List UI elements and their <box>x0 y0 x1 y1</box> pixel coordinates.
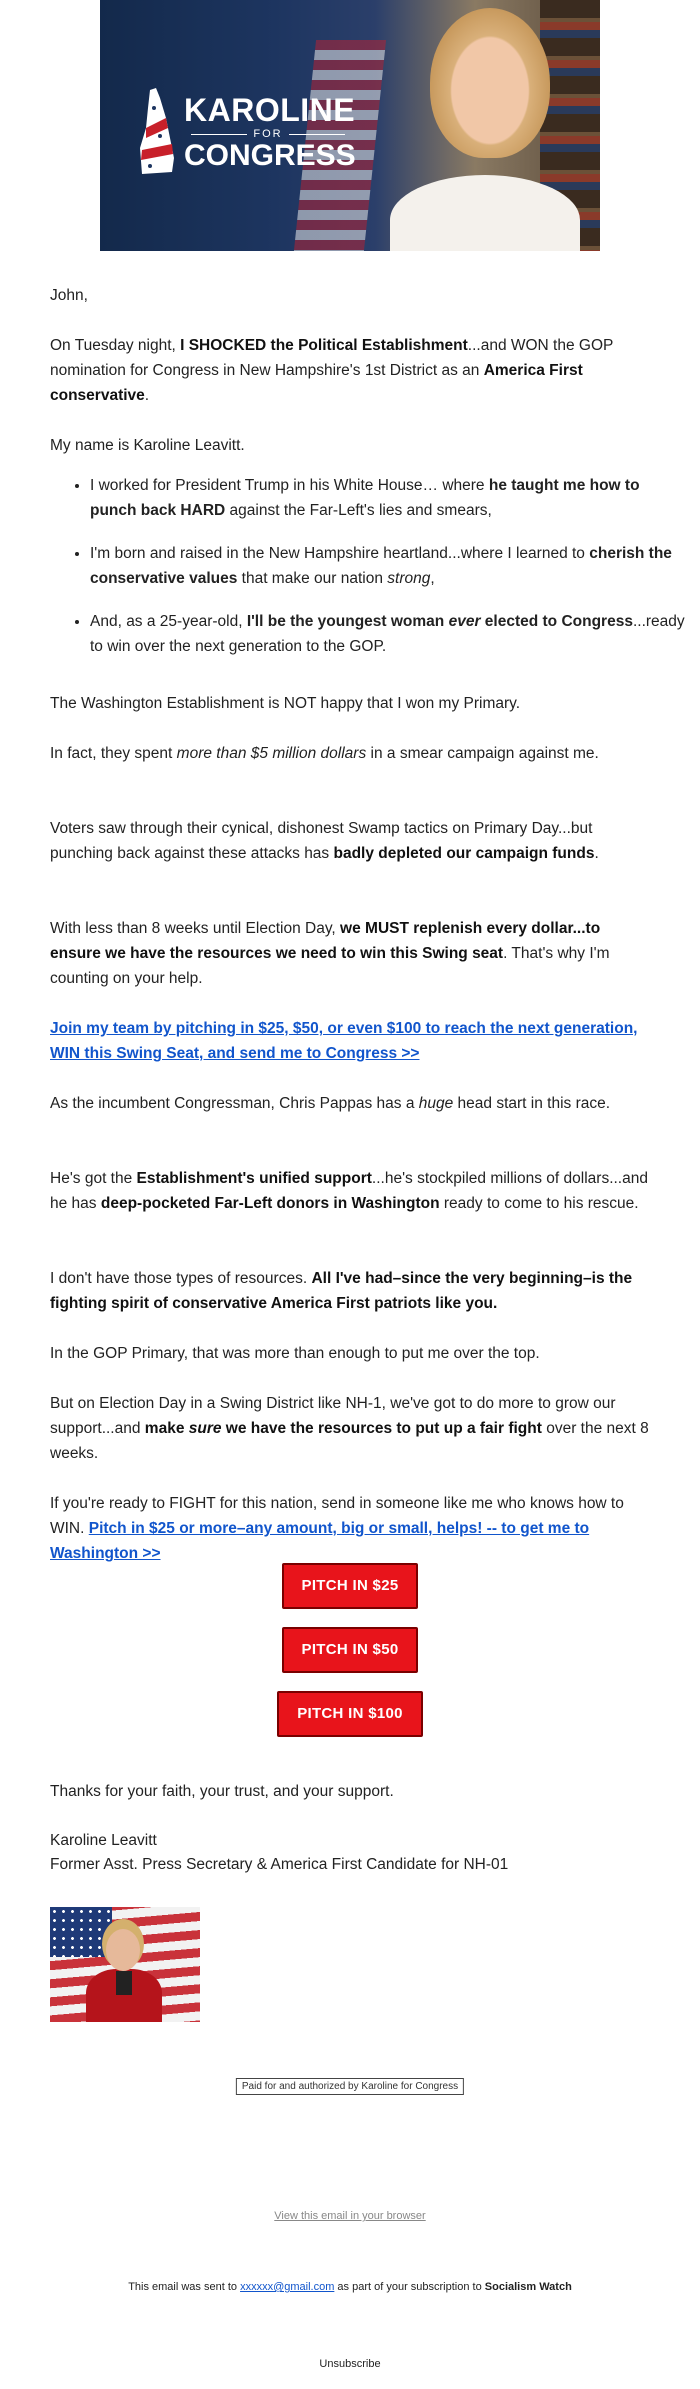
list-item: • And, as a 25-year-old, I'll be the youngest woman ever elected to Congress...ready to win over the next generation to the GOP. <box>90 609 690 659</box>
candidate-photo <box>430 8 550 158</box>
pitch-in-50-button[interactable]: PITCH IN $50 <box>282 1627 418 1673</box>
paragraph-incumbent: As the incumbent Congressman, Chris Pappas has a huge head start in this race. <box>50 1095 611 1112</box>
paragraph-voters: Voters saw through their cynical, dishonest Swamp tactics on Primary Day...but punching back against these attacks has badly depleted our campaign funds. <box>50 820 599 862</box>
pitch-in-link[interactable]: Pitch in $25 or more–any amount, big or small, helps! -- to get me to Washington >> <box>50 1520 590 1562</box>
bio-bullet-list <box>50 473 690 677</box>
pitch-in-100-button[interactable]: PITCH IN $100 <box>277 1691 423 1737</box>
paid-for-disclaimer: Paid for and authorized by Karoline for Congress <box>236 2078 464 2095</box>
view-in-browser-link[interactable]: View this email in your browser <box>274 2210 426 2222</box>
thanks-text: Thanks for your faith, your trust, and your support. <box>50 1783 394 1800</box>
pitch-in-25-button[interactable]: PITCH IN $25 <box>282 1563 418 1609</box>
paragraph-fight: If you're ready to FIGHT for this nation, send in someone like me who knows how to WIN. Pitch in $25 or more–any amount, big or small, helps! -- to get me to Washington >> <box>50 1495 624 1562</box>
logo-congress-text: CONGRESS <box>184 139 356 172</box>
unsubscribe-link[interactable]: Unsubscribe <box>319 2358 381 2370</box>
recipient-email-link[interactable]: xxxxxx@gmail.com <box>240 2281 335 2293</box>
list-item: • I worked for President Trump in his White House… where he taught me how to punch back HARD against the Far-Left's lies and smears, <box>90 473 690 523</box>
paragraph-election-day: But on Election Day in a Swing District like NH-1, we've got to do more to grow our support...and make sure we have the resources to put up a fair fight over the next 8 weeks. <box>50 1395 649 1462</box>
signature-title: Former Asst. Press Secretary & America First Candidate for NH-01 <box>50 1856 509 1873</box>
paragraph-smear: In fact, they spent more than $5 million dollars in a smear campaign against me. <box>50 745 599 762</box>
subscription-notice: This email was sent to xxxxxx@gmail.com as part of your subscription to Socialism Watch <box>128 2281 572 2293</box>
new-hampshire-state-logo-icon <box>136 88 176 174</box>
paragraph-primary: In the GOP Primary, that was more than enough to put me over the top. <box>50 1345 540 1362</box>
list-item: • I'm born and raised in the New Hampshire heartland...where I learned to cherish the conservative values that make our nation strong, <box>90 541 690 591</box>
paragraph-name: My name is Karoline Leavitt. <box>50 437 245 454</box>
donate-link[interactable]: Join my team by pitching in $25, $50, or even $100 to reach the next generation, WIN this Swing Seat, and send me to Congress >> <box>50 1020 638 1062</box>
logo-name-text: KAROLINE <box>184 92 356 128</box>
paragraph-shock: On Tuesday night, I SHOCKED the Political Establishment...and WON the GOP nomination for Congress in New Hampshire's 1st District as an America First conservative. <box>50 337 614 404</box>
signature-name: Karoline Leavitt <box>50 1832 157 1849</box>
signature-photo <box>50 1907 200 2022</box>
paragraph-resources: I don't have those types of resources. All I've had–since the very beginning–is the fighting spirit of conservative America First patriots like you. <box>50 1270 633 1312</box>
paragraph-replenish: With less than 8 weeks until Election Day, we MUST replenish every dollar...to ensure we have the resources we need to win this Swing seat. That's why I'm counting on your help. <box>50 920 610 987</box>
paragraph-establishment: The Washington Establishment is NOT happy that I won my Primary. <box>50 695 521 712</box>
paragraph-support: He's got the Establishment's unified support...he's stockpiled millions of dollars...and he has deep-pocketed Far-Left donors in Washington ready to come to his rescue. <box>50 1170 648 1212</box>
header-banner <box>100 0 600 251</box>
logo-for-text: FOR <box>184 128 352 140</box>
donate-link-block <box>50 1016 650 1066</box>
greeting: John, <box>50 287 88 304</box>
